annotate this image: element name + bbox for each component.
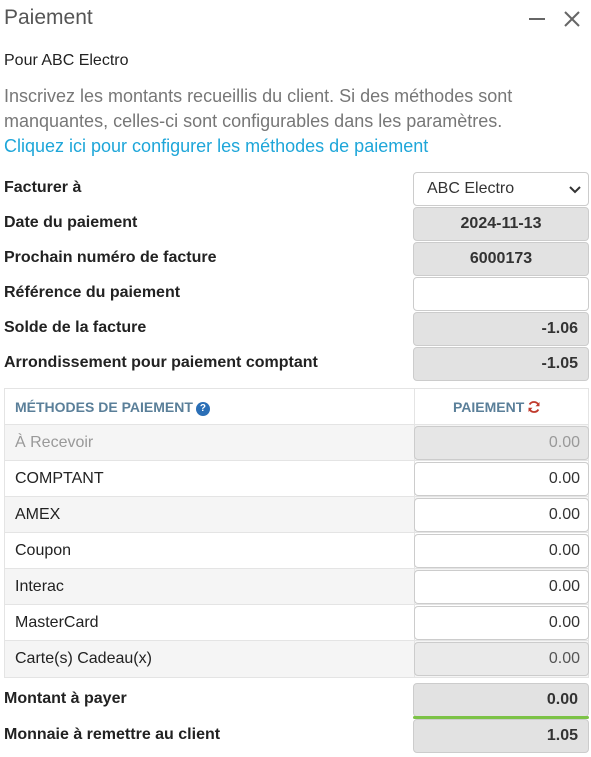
table-header	[5, 389, 588, 425]
payment-methods-table	[4, 388, 589, 678]
change-due-field: 1.05	[413, 719, 589, 753]
window-title: Paiement	[4, 6, 93, 29]
close-icon[interactable]	[560, 7, 584, 31]
amount-due-row	[4, 683, 589, 717]
method-name: Carte(s) Cadeau(x)	[15, 650, 152, 667]
invoice-balance-label: Solde de la facture	[4, 319, 147, 336]
table-row	[5, 605, 588, 641]
method-name: AMEX	[15, 506, 61, 523]
configure-payment-methods-link[interactable]: Cliquez ici pour configurer les méthodes de paiement	[4, 136, 429, 156]
cash-rounding-field: -1.05	[413, 347, 589, 381]
method-name: À Recevoir	[15, 434, 94, 451]
table-row	[5, 461, 588, 497]
table-row	[5, 497, 588, 533]
payment-ref-row	[4, 277, 589, 311]
bill-to-row	[4, 172, 589, 206]
payment-date-field[interactable]: 2024-11-13	[413, 207, 589, 241]
amount-due-field: 0.00	[413, 683, 589, 717]
methods-column-header	[15, 399, 210, 416]
chevron-down-icon	[569, 185, 581, 195]
change-due-label: Monnaie à remettre au client	[4, 726, 221, 743]
method-amount-input[interactable]: 0.00	[414, 642, 589, 676]
next-invoice-label: Prochain numéro de facture	[4, 249, 217, 266]
table-row	[5, 569, 588, 605]
cash-rounding-row	[4, 347, 589, 381]
method-amount-input[interactable]: 0.00	[414, 570, 589, 604]
method-amount-input[interactable]: 0.00	[414, 462, 589, 496]
amount-due-label: Montant à payer	[4, 690, 127, 707]
cash-rounding-label: Arrondissement pour paiement comptant	[4, 354, 318, 371]
bill-to-select[interactable]	[413, 172, 589, 206]
method-name: Coupon	[15, 542, 72, 559]
payment-column-label: PAIEMENT	[453, 399, 525, 415]
method-name: COMPTANT	[15, 470, 104, 487]
info-text: Inscrivez les montants recueillis du client. Si des méthodes sont manquantes, celles-ci sont configurables dans les paramètres.	[4, 86, 513, 131]
question-circle-icon[interactable]: ?	[196, 402, 210, 416]
change-due-row	[4, 719, 589, 753]
method-name: Interac	[15, 578, 64, 595]
method-amount-input: 0.00	[414, 426, 589, 460]
method-amount-input[interactable]: 0.00	[414, 498, 589, 532]
payment-date-row	[4, 207, 589, 241]
refresh-icon[interactable]	[527, 400, 541, 417]
invoice-balance-field: -1.06	[413, 312, 589, 346]
payment-ref-input[interactable]	[413, 277, 589, 311]
customer-subtitle: Pour ABC Electro	[4, 52, 129, 69]
method-amount-input[interactable]: 0.00	[414, 606, 589, 640]
method-name: MasterCard	[15, 614, 99, 631]
payment-ref-label: Référence du paiement	[4, 284, 181, 301]
bill-to-label: Facturer à	[4, 179, 82, 196]
minimize-icon[interactable]	[525, 7, 549, 31]
payment-column-header	[453, 399, 541, 417]
methods-column-label: MÉTHODES DE PAIEMENT	[15, 399, 193, 415]
bill-to-value: ABC Electro	[427, 180, 515, 197]
invoice-balance-row	[4, 312, 589, 346]
table-row	[5, 425, 588, 461]
method-amount-input[interactable]: 0.00	[414, 534, 589, 568]
title-bar	[0, 0, 591, 40]
header-divider	[414, 389, 415, 425]
table-row	[5, 533, 588, 569]
next-invoice-row	[4, 242, 589, 276]
next-invoice-field: 6000173	[413, 242, 589, 276]
table-row	[5, 641, 588, 677]
payment-date-label: Date du paiement	[4, 214, 138, 231]
